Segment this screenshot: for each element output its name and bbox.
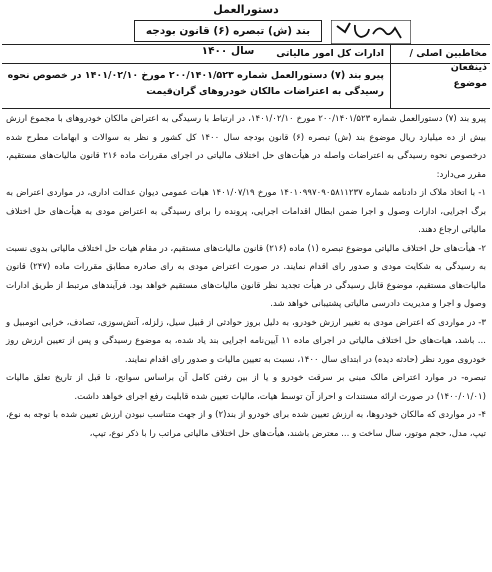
- addressees-value: ادارات کل امور مالیاتی: [276, 48, 384, 59]
- subject-value: پیرو بند (۷) دستورالعمل شماره ۲۰۰/۱۴۰۱/۵۲۳ مورخ ۱۴۰۱/۰۲/۱۰ در خصوص نحوه رسیدگی به اعتراضات مالکان خودروهای گران‌قیمت: [7, 70, 384, 97]
- addressees-row: [2, 45, 490, 73]
- clause-1: ۱- با اتخاذ ملاک از دادنامه شماره ۱۴۰۱۰۹۹۷۰۹۰۵۸۱۱۲۳۷ مورخ ۱۴۰۱/۰۷/۱۹ هیات عمومی دیوان عدالت اداری، در مواردی اعتراض به برگ اجرایی، ادارات وصول و اجرا ضمن ابطال اقدامات اجرایی، پرونده را برای رسیدگی به اعتراض مودی به هیأت‌های حل اختلاف مالیاتی ارجاع دهند.: [6, 188, 486, 235]
- subject-row: [2, 64, 490, 109]
- budget-law-reference-box: بند (ش) تبصره (۶) قانون بودجه سال ۱۴۰۰: [134, 20, 322, 42]
- clause-4: ۴- در مواردی که مالکان خودروها، به ارزش تعیین شده برای خودرو از بند(۲) و از جهت متناسب نبودن ارزش تعیین شده با توجه به نوع، تیپ، مدل، حجم موتور، سال ساخت و ... معترض باشند، هیأت‌های حل اختلاف مالیاتی مراتب را با ذکر نوع، تیپ،: [6, 410, 486, 439]
- subject-label: موضوع: [390, 64, 490, 108]
- clause-3: ۳- در مواردی که اعتراض مودی به تغییر ارزش خودرو، به دلیل بروز حوادثی از قبیل سیل، زلزله، آتش‌سوزی، تصادف، خرابی اتومبیل و ... باشد، هیات‌های حل اختلاف مالیاتی در اجرای ماده ۱۱ آیین‌نامه اجرایی بند یاد شده، به موضوع رسیدگی و پس از تعیین ارزش روز خودروی مورد نظر (حادثه دیده) در ابتدای سال ۱۴۰۰، نسبت به تعیین مالیات و صدور رای اقدام نمایند.: [6, 317, 486, 365]
- addressees-label: مخاطبین اصلی / ذینفعان: [390, 45, 490, 63]
- clause-2: ۲- هیأت‌های حل اختلاف مالیاتی موضوع تبصره (۱) ماده (۲۱۶) قانون مالیات‌های مستقیم، در مقام هیات حل اختلاف مالیاتی بدوی نسبت به رسیدگی به شکایت مودی و صدور رای اقدام نمایند. در صورت اعتراض مودی به رای صادره مطابق مقررات ماده (۲۴۷) قانون مالیات‌های مستقیم، موضوع قابل رسیدگی در هیأت تجدید نظر قانون مالیات‌های مستقیم خواهد بود. فرآیندهای مرتبط از طریق ادارات وصول و اجرا و مدیریت دادرسی مالیاتی پشتیبانی خواهد شد.: [6, 243, 486, 309]
- note-paragraph: تبصره- در موارد اعتراض مالک مبنی بر سرقت خودرو و یا از بین رفتن کامل آن براساس سوانح، تا قبل از تاریخ تعلق مالیات (۱۴۰۰/۰۱/۰۱) در صورت ارائه مستندات و احراز آن توسط هیات، مالیات تعیین شده قابلیت رفع اجرای خواهد داشت.: [6, 373, 486, 402]
- intro-paragraph: پیرو بند (۷) دستورالعمل شماره ۲۰۰/۱۴۰۱/۵۲۳ مورخ ۱۴۰۱/۰۲/۱۰، در ارتباط با رسیدگی به اعتراض مالکان خودروهای با مجموع ارزش بیش از ده میلیارد ریال موضوع بند (ش) تبصره (۶) قانون بودجه سال ۱۴۰۰ کل کشور و نظر به سوالات و ابهامات مطرح شده درخصوص نحوه رسیدگی به اعتراضات واصله در هیأت‌های حل اختلاف مالیاتی در اجرای مقررات ماده ۲۱۶ قانون مالیات‌های مستقیم، مقرر می‌دارد:: [6, 114, 486, 180]
- handwritten-mark: [331, 20, 411, 44]
- meta-table: [2, 44, 490, 109]
- checkmark-icon: [331, 20, 411, 44]
- document-body: [2, 108, 490, 443]
- document-type-title: دستورالعمل: [213, 3, 279, 16]
